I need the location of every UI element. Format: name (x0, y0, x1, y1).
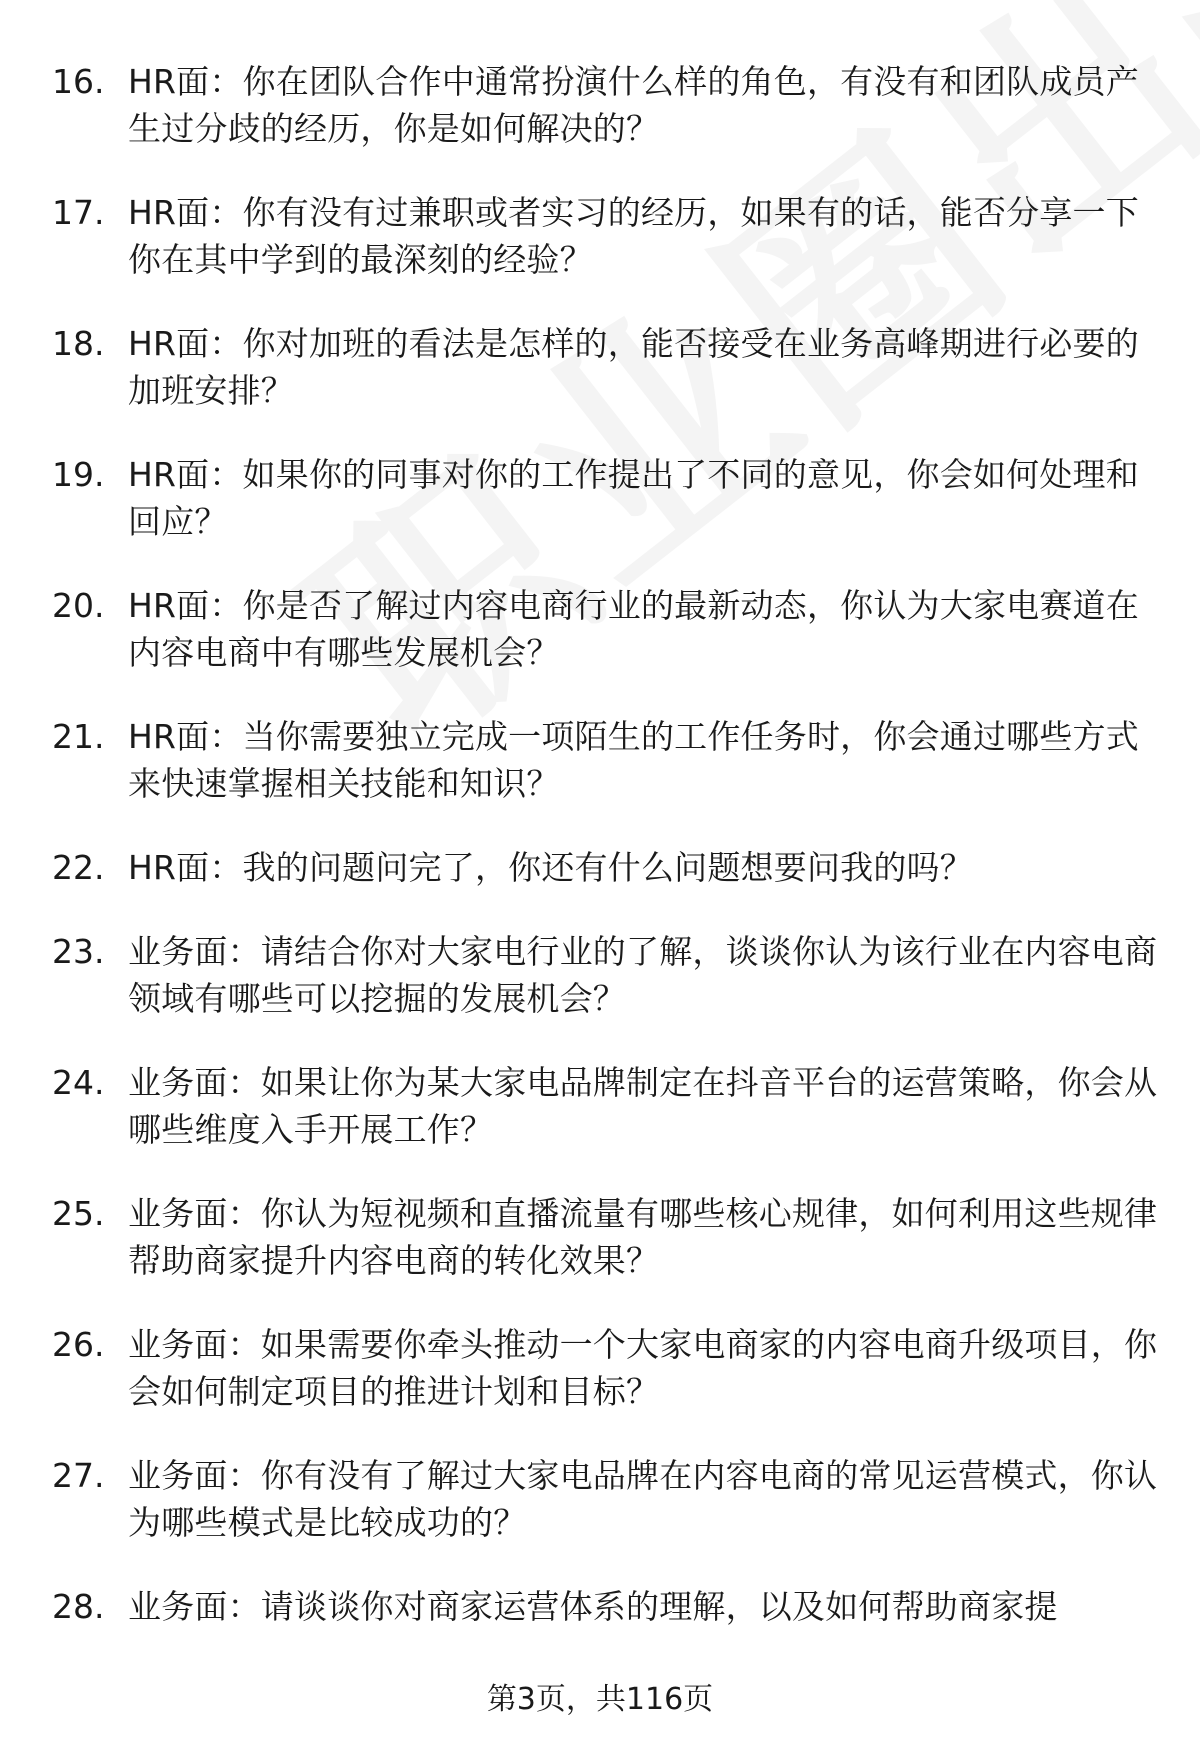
question-number: 17. (52, 193, 105, 232)
question-item (0, 1190, 1200, 1321)
question-number: 25. (52, 1194, 105, 1233)
question-item (0, 189, 1200, 320)
question-item (0, 713, 1200, 844)
question-text: HR面：如果你的同事对你的工作提出了不同的意见，你会如何处理和回应？ (128, 455, 1139, 541)
question-number: 18. (52, 324, 105, 363)
question-text: 业务面：你认为短视频和直播流量有哪些核心规律，如何利用这些规律帮助商家提升内容电商的转化效果？ (128, 1194, 1158, 1280)
question-item (0, 844, 1200, 928)
question-number: 23. (52, 932, 105, 971)
question-item (0, 320, 1200, 451)
question-item (0, 1321, 1200, 1452)
question-item (0, 58, 1200, 189)
question-item (0, 582, 1200, 713)
question-item (0, 1452, 1200, 1583)
question-text: HR面：你是否了解过内容电商行业的最新动态，你认为大家电赛道在内容电商中有哪些发展机会？ (128, 586, 1139, 672)
question-text: 业务面：请谈谈你对商家运营体系的理解，以及如何帮助商家提 (128, 1587, 1058, 1626)
question-text: 业务面：如果让你为某大家电品牌制定在抖音平台的运营策略，你会从哪些维度入手开展工作？ (128, 1063, 1158, 1149)
question-number: 19. (52, 455, 105, 494)
question-text: HR面：我的问题问完了，你还有什么问题想要问我的吗？ (128, 848, 973, 887)
question-number: 28. (52, 1587, 105, 1626)
question-text: 业务面：你有没有了解过大家电品牌在内容电商的常见运营模式，你认为哪些模式是比较成功的？ (128, 1456, 1158, 1542)
question-number: 26. (52, 1325, 105, 1364)
question-item (0, 928, 1200, 1059)
question-number: 24. (52, 1063, 105, 1102)
question-list (0, 58, 1200, 1643)
question-number: 22. (52, 848, 105, 887)
question-text: 业务面：如果需要你牵头推动一个大家电商家的内容电商升级项目，你会如何制定项目的推进计划和目标？ (128, 1325, 1158, 1411)
question-text: HR面：当你需要独立完成一项陌生的工作任务时，你会通过哪些方式来快速掌握相关技能和知识？ (128, 717, 1139, 803)
question-item (0, 1059, 1200, 1190)
question-number: 27. (52, 1456, 105, 1495)
question-item (0, 451, 1200, 582)
question-number: 20. (52, 586, 105, 625)
question-item (0, 1583, 1200, 1643)
question-number: 16. (52, 62, 105, 101)
page-footer: 第3页，共116页 (486, 1682, 714, 1717)
question-text: 业务面：请结合你对大家电行业的了解，谈谈你认为该行业在内容电商领域有哪些可以挖掘的发展机会？ (128, 932, 1158, 1018)
question-text: HR面：你在团队合作中通常扮演什么样的角色，有没有和团队成员产生过分歧的经历，你是如何解决的？ (128, 62, 1139, 148)
question-text: HR面：你有没有过兼职或者实习的经历，如果有的话，能否分享一下你在其中学到的最深刻的经验？ (128, 193, 1139, 279)
question-number: 21. (52, 717, 105, 756)
question-text: HR面：你对加班的看法是怎样的，能否接受在业务高峰期进行必要的加班安排？ (128, 324, 1139, 410)
